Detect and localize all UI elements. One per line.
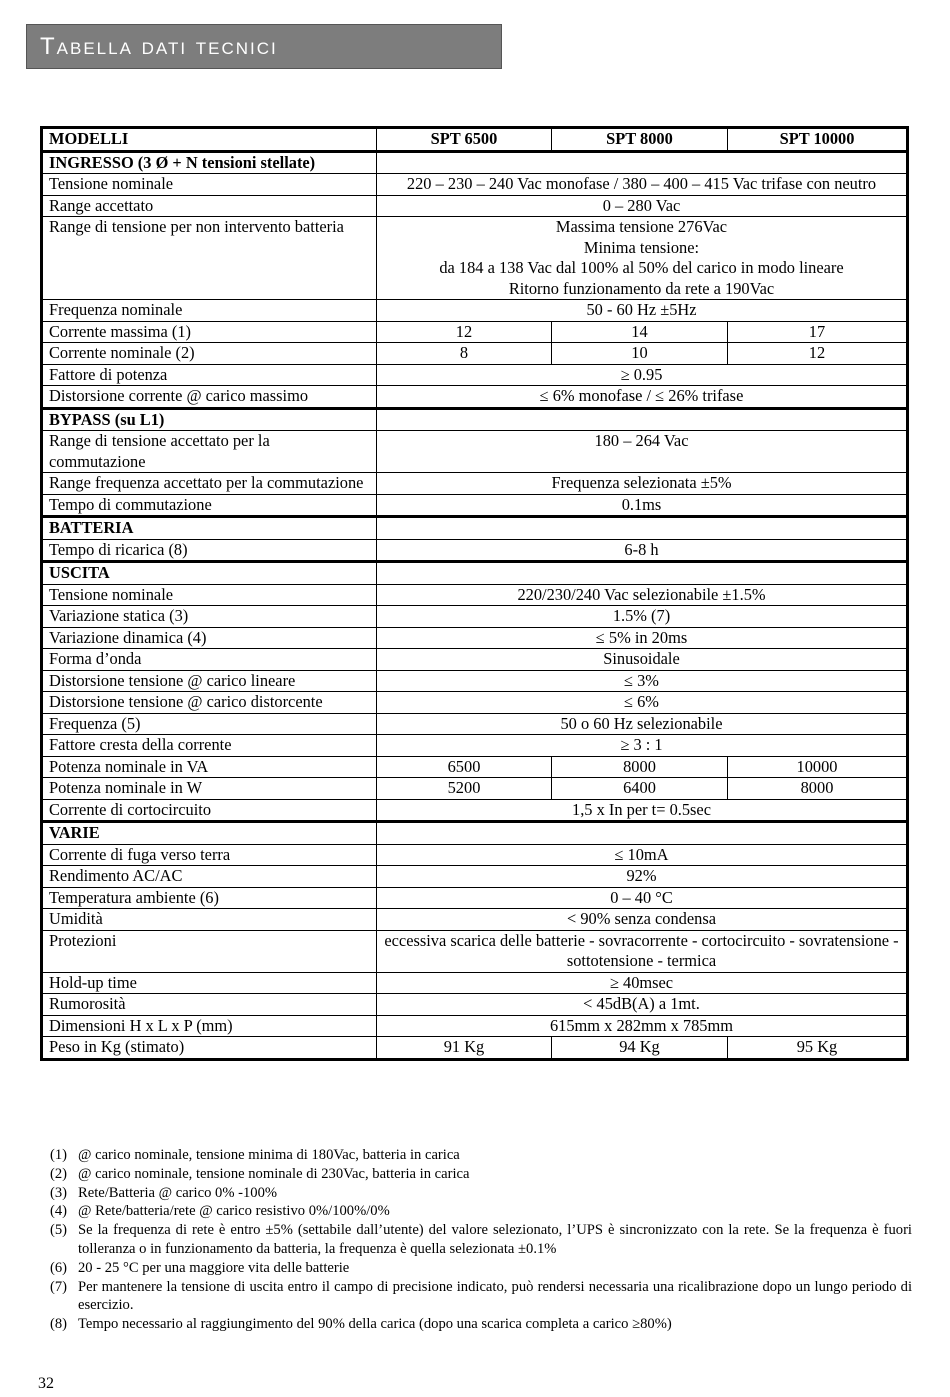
section-title: Tabella dati tecnici	[40, 33, 278, 60]
table-row	[42, 670, 908, 692]
row-value-cell: ≤ 6% monofase / ≤ 26% trifase	[377, 386, 908, 409]
row-label: Variazione dinamica (4)	[42, 627, 377, 649]
row-label: Corrente nominale (2)	[42, 343, 377, 365]
model-value-cell: 5200	[377, 778, 552, 800]
model-value-cell: 8	[377, 343, 552, 365]
footnote	[50, 1278, 912, 1316]
technical-data-table-body	[42, 128, 908, 1060]
footnote-text: Per mantenere la tensione di uscita entro il campo di precisione indicato, può rendersi necessaria una ricalibrazione dopo un lungo periodo di esercizio.	[78, 1278, 912, 1314]
table-row	[42, 627, 908, 649]
row-label: Tensione nominale	[42, 174, 377, 196]
row-value-cell	[377, 217, 908, 300]
row-label: Protezioni	[42, 930, 377, 972]
row-label: Fattore cresta della corrente	[42, 735, 377, 757]
table-row	[42, 195, 908, 217]
table-row	[42, 1037, 908, 1060]
footnote-text: 20 - 25 °C per una maggiore vita delle batterie	[78, 1259, 350, 1276]
footnote-number: (4)	[50, 1203, 68, 1220]
header-model-3: SPT 10000	[728, 128, 908, 152]
footnote-text: Se la frequenza di rete è entro ±5% (settabile dall’utente) del valore selezionato, l’UPS è sincronizzato con la rete. Se la frequenza è fuori tolleranza o in funzionamento da batteria, la frequenza è quella selezionata ±0.1%	[78, 1222, 912, 1257]
table-row	[42, 735, 908, 757]
row-label: Dimensioni H x L x P (mm)	[42, 1015, 377, 1037]
table-row	[42, 713, 908, 735]
model-value-cell: 12	[377, 321, 552, 343]
footnote-number: (8)	[50, 1316, 68, 1333]
value-line: Ritorno funzionamento da rete a 190Vac	[508, 278, 775, 298]
row-label: Temperatura ambiente (6)	[42, 887, 377, 909]
row-label: Corrente di cortocircuito	[42, 799, 377, 822]
row-label: Corrente di fuga verso terra	[42, 844, 377, 866]
row-value-cell: ≥ 40msec	[377, 972, 908, 994]
section-empty-cell	[377, 408, 908, 431]
row-value-cell: < 90% senza condensa	[377, 909, 908, 931]
table-row	[42, 756, 908, 778]
section-header-bar	[26, 24, 502, 69]
row-value-cell: Sinusoidale	[377, 649, 908, 671]
row-label: Tempo di commutazione	[42, 494, 377, 517]
value-line: Minima tensione:	[583, 237, 700, 257]
footnote-number: (1)	[50, 1147, 68, 1163]
table-row	[42, 692, 908, 714]
model-value-cell: 14	[552, 321, 728, 343]
footnote-text: Tempo necessario al raggiungimento del 90% della carica (dopo una scarica completa a carico ≥80%)	[78, 1316, 672, 1333]
technical-data-table	[40, 126, 909, 1061]
model-value-cell: 91 Kg	[377, 1037, 552, 1060]
row-label: Distorsione corrente @ carico massimo	[42, 386, 377, 409]
row-value-cell: 1,5 x In per t= 0.5sec	[377, 799, 908, 822]
table-row	[42, 778, 908, 800]
model-value-cell: 8000	[728, 778, 908, 800]
section-label: BYPASS (su L1)	[42, 408, 377, 431]
table-row	[42, 972, 908, 994]
row-label: Corrente massima (1)	[42, 321, 377, 343]
table-row	[42, 364, 908, 386]
model-value-cell: 8000	[552, 756, 728, 778]
footnote-number: (3)	[50, 1184, 68, 1201]
table-row	[42, 606, 908, 628]
footnote-number: (6)	[50, 1259, 68, 1276]
value-line: da 184 a 138 Vac dal 100% al 50% del carico in modo lineare	[439, 258, 844, 277]
table-row	[42, 649, 908, 671]
row-label: Variazione statica (3)	[42, 606, 377, 628]
section-empty-cell	[377, 822, 908, 845]
row-label: Range di tensione per non intervento batteria	[42, 217, 377, 300]
row-label: Forma d’onda	[42, 649, 377, 671]
section-label: BATTERIA	[42, 517, 377, 540]
table-row	[42, 300, 908, 322]
footnote	[50, 1202, 912, 1221]
row-label: Tempo di ricarica (8)	[42, 539, 377, 562]
row-value-cell: ≤ 10mA	[377, 844, 908, 866]
table-row	[42, 887, 908, 909]
model-value-cell: 6400	[552, 778, 728, 800]
model-value-cell: 10000	[728, 756, 908, 778]
table-row	[42, 930, 908, 972]
header-label: MODELLI	[42, 128, 377, 152]
table-header-row	[42, 128, 908, 152]
section-row	[42, 151, 908, 174]
row-value-cell: 50 - 60 Hz ±5Hz	[377, 300, 908, 322]
section-row	[42, 517, 908, 540]
row-label: Tensione nominale	[42, 584, 377, 606]
footnote-number: (7)	[50, 1278, 68, 1295]
row-label: Peso in Kg (stimato)	[42, 1037, 377, 1060]
row-value-cell: 0.1ms	[377, 494, 908, 517]
section-empty-cell	[377, 562, 908, 585]
model-value-cell: 12	[728, 343, 908, 365]
model-value-cell: 95 Kg	[728, 1037, 908, 1060]
table-row	[42, 174, 908, 196]
row-value-cell: eccessiva scarica delle batterie - sovracorrente - cortocircuito - sovratensione - sottotensione - termica	[377, 930, 908, 972]
table-row	[42, 343, 908, 365]
table-row	[42, 866, 908, 888]
table-row	[42, 844, 908, 866]
row-value-cell: ≥ 0.95	[377, 364, 908, 386]
section-label: INGRESSO (3 Ø + N tensioni stellate)	[42, 151, 377, 174]
row-value-cell: 1.5% (7)	[377, 606, 908, 628]
footnote-text: @ carico nominale, tensione minima di 180Vac, batteria in carica	[78, 1147, 460, 1163]
row-value-cell: Frequenza selezionata ±5%	[377, 473, 908, 495]
row-label: Potenza nominale in W	[42, 778, 377, 800]
model-value-cell: 6500	[377, 756, 552, 778]
table-row	[42, 473, 908, 495]
row-value-cell: 92%	[377, 866, 908, 888]
footnote-number: (5)	[50, 1222, 68, 1239]
row-label: Frequenza nominale	[42, 300, 377, 322]
row-label: Rendimento AC/AC	[42, 866, 377, 888]
row-label: Range frequenza accettato per la commutazione	[42, 473, 377, 495]
header-model-1: SPT 6500	[377, 128, 552, 152]
footnote	[50, 1315, 912, 1334]
row-value-cell: 50 o 60 Hz selezionabile	[377, 713, 908, 735]
row-value-cell: 0 – 40 °C	[377, 887, 908, 909]
row-label: Frequenza (5)	[42, 713, 377, 735]
footnote	[50, 1259, 912, 1278]
section-empty-cell	[377, 517, 908, 540]
row-value-cell: < 45dB(A) a 1mt.	[377, 994, 908, 1016]
row-value-cell: ≤ 3%	[377, 670, 908, 692]
footnote	[50, 1165, 912, 1184]
table-row	[42, 994, 908, 1016]
model-value-cell: 17	[728, 321, 908, 343]
row-value-cell: 220/230/240 Vac selezionabile ±1.5%	[377, 584, 908, 606]
section-label: USCITA	[42, 562, 377, 585]
row-value-cell: ≤ 5% in 20ms	[377, 627, 908, 649]
value-line: Massima tensione 276Vac	[555, 217, 728, 236]
footnote-number: (2)	[50, 1165, 68, 1182]
header-model-2: SPT 8000	[552, 128, 728, 152]
row-value-cell: ≥ 3 : 1	[377, 735, 908, 757]
row-value-cell: 615mm x 282mm x 785mm	[377, 1015, 908, 1037]
section-empty-cell	[377, 151, 908, 174]
row-label: Distorsione tensione @ carico distorcente	[42, 692, 377, 714]
model-value-cell: 10	[552, 343, 728, 365]
row-label: Potenza nominale in VA	[42, 756, 377, 778]
row-label: Umidità	[42, 909, 377, 931]
row-value-cell: 220 – 230 – 240 Vac monofase / 380 – 400 – 415 Vac trifase con neutro	[377, 174, 908, 196]
table-row	[42, 539, 908, 562]
table-row	[42, 909, 908, 931]
row-value-cell: ≤ 6%	[377, 692, 908, 714]
table-row	[42, 321, 908, 343]
section-row	[42, 822, 908, 845]
row-label: Rumorosità	[42, 994, 377, 1016]
row-value-cell: 6-8 h	[377, 539, 908, 562]
footnote-text: @ Rete/batteria/rete @ carico resistivo 0%/100%/0%	[78, 1203, 390, 1220]
table-row	[42, 431, 908, 473]
footnote	[50, 1146, 912, 1165]
table-row	[42, 386, 908, 409]
row-label: Distorsione tensione @ carico lineare	[42, 670, 377, 692]
table-row	[42, 494, 908, 517]
row-label: Range di tensione accettato per la commutazione	[42, 431, 377, 473]
footnotes	[50, 1146, 912, 1334]
table-row	[42, 1015, 908, 1037]
row-value-cell: 180 – 264 Vac	[377, 431, 908, 473]
section-row	[42, 408, 908, 431]
row-value-cell: 0 – 280 Vac	[377, 195, 908, 217]
model-value-cell: 94 Kg	[552, 1037, 728, 1060]
row-label: Fattore di potenza	[42, 364, 377, 386]
table-row	[42, 799, 908, 822]
footnote-text: @ carico nominale, tensione nominale di 230Vac, batteria in carica	[78, 1165, 470, 1182]
footnote	[50, 1184, 912, 1203]
page-number: 32	[38, 1375, 54, 1392]
footnote	[50, 1221, 912, 1259]
footnote-text: Rete/Batteria @ carico 0% -100%	[78, 1184, 278, 1201]
section-row	[42, 562, 908, 585]
table-row	[42, 217, 908, 300]
row-label: Range accettato	[42, 195, 377, 217]
table-row	[42, 584, 908, 606]
section-label: VARIE	[42, 822, 377, 845]
row-label: Hold-up time	[42, 972, 377, 994]
